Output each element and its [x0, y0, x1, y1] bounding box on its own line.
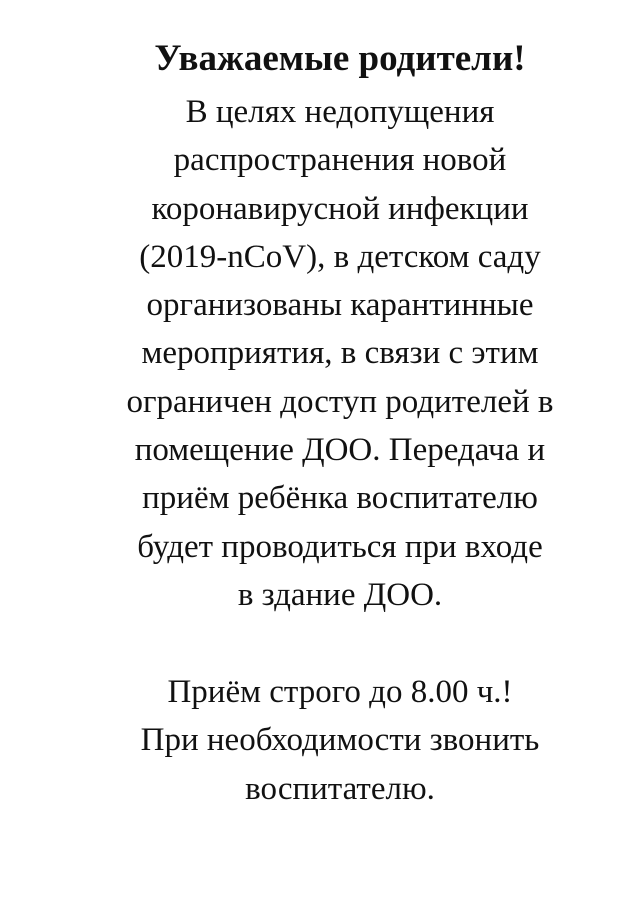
body-line: распространения новой: [173, 142, 507, 179]
note-line: При необходимости звонить: [140, 722, 540, 759]
body-line: помещение ДОО. Передача и: [134, 432, 546, 469]
body-line: мероприятия, в связи с этим: [141, 335, 539, 372]
note-line: воспитателю.: [245, 770, 435, 807]
body-line: будет проводиться при входе: [137, 528, 543, 565]
notice-title: Уважаемые родители!: [154, 38, 526, 79]
body-line: В целях недопущения: [185, 94, 495, 130]
body-line: ограничен доступ родителей в: [126, 383, 554, 420]
body-line: приём ребёнка воспитателю: [142, 480, 538, 517]
body-line: в здание ДОО.: [237, 576, 443, 613]
notice-body: [80, 88, 600, 619]
notice-notes: [80, 668, 600, 813]
body-line: организованы карантинные: [146, 287, 534, 324]
body-line: коронавирусной инфекции: [151, 190, 529, 227]
note-line: Приём строго до 8.00 ч.!: [167, 674, 513, 710]
body-line: (2019-nCoV), в детском саду: [139, 238, 541, 275]
